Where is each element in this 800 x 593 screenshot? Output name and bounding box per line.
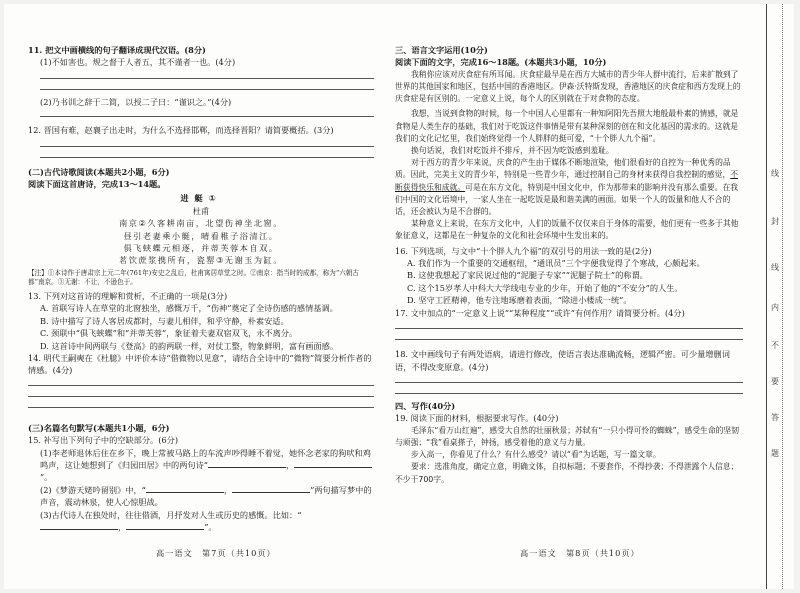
language-lead: 阅读下面的文字，完成16～18题。(本题共3小题，10分)	[395, 57, 607, 68]
writing-prompt: 步入高一，你看见了什么？有什么感受？请以“看”为话题，写一篇文章。	[411, 450, 661, 460]
section-writing-title: 四、写作(40分)	[395, 400, 456, 411]
underlined-sentence: 不断获得快乐和成就。	[395, 170, 739, 192]
passage-paragraph: 换句话说，我们对吃饭并不排斥，并不因为吃饭感到羞耻。	[411, 146, 614, 156]
q16-option-a: A. 我们作为一个重要的交通枢纽，“通讯员”三个字便我觉得了个寒战，心颇起来。	[407, 258, 705, 269]
binding-label: 线	[771, 169, 779, 178]
binding-label: 不	[771, 341, 779, 350]
section-recitation-title: (三)名篇名句默写(本题共1小题，6分)	[28, 422, 170, 433]
answer-line[interactable]	[40, 78, 374, 79]
q16-option-b: B. 这使我想起了家民说过他的“泥腿子专家”“泥腿子院士”的称谓。	[407, 270, 648, 281]
poem-note: 【注】①本诗作于唐肃宗上元二年(761年)安史之乱后，杜甫寓居草堂之时。②南京：指当时的成都，称为“六朝古都”南京。③无谢：不让，不逊色于。	[28, 268, 360, 286]
section-language-title: 三、语言文字运用(10分)	[395, 45, 488, 55]
q17: 17. 文中加点的“一定意义上说”“某种程度”“或许”有何作用？请简要分析。(4分)	[395, 307, 685, 318]
q19-title: 19. 阅读下面的材料，根据要求写作。(40分)	[395, 413, 559, 424]
q15-title: 15. 补写出下列句子中的空缺部分。(6分)	[28, 435, 179, 446]
fill-blank[interactable]	[208, 459, 286, 468]
q13-option-c: C. 颈联中“俱飞蛱蝶”和“并蒂芙蓉”，象征着夫妻双宿双飞，永不离分。	[40, 328, 298, 339]
passage-paragraph: 我想，当说到食物的时候，每一个中国人心里都有一种知阿阳先吾照大地般最朴素的情感，就是食物是人类生存的基础，我们对于吃饭这件事情是带有某种深刻的创在和文化基因的需求的。这就是我们的文化记忆里，我们始终觉得一个人胖胖的挺可爱，“十个胖人九个福”。	[395, 109, 739, 143]
left-page	[28, 0, 374, 533]
q16-title: 16. 下列选项，与文中“十个胖人九个福”的双引号的用法一致的是(2分)	[395, 245, 652, 256]
q13-option-d: D. 这首诗中间两联与《登高》的韵两联一样，对仗工整，物象鲜明，富有画面感。	[40, 340, 339, 351]
binding-label: 答	[771, 413, 779, 422]
binding-label: 线	[771, 263, 779, 272]
q13-option-b: B. 诗中描写了诗人客居成都时，与妻儿相伴，和乎守静，朴素安适。	[40, 315, 289, 326]
binding-label: 封	[771, 217, 779, 226]
q15-item3: (3)古代诗人在独处时，往往借酒，月抒发对人生或历史的感慨。比如：“， ”。	[40, 509, 302, 532]
poem-line: 昼引老妻乘小艇，晴看稚子浴清江。	[123, 230, 279, 241]
fill-blank[interactable]	[294, 459, 372, 468]
answer-line[interactable]	[395, 382, 743, 383]
answer-line[interactable]	[28, 385, 374, 386]
answer-line[interactable]	[395, 393, 743, 394]
q15-item2: (2)《梦游天姥吟留别》中，“ ， ”两句描写梦中的声音，震动林泉，使人心惊胆战。	[40, 484, 372, 508]
answer-line[interactable]	[395, 339, 743, 340]
answer-line[interactable]	[395, 328, 743, 329]
poetry-lead: 阅读下面这首唐诗，完成13～14题。	[28, 179, 166, 190]
fill-blank[interactable]	[146, 484, 224, 493]
q13-title: 13. 下列对这首诗的理解和赏析，不正确的一项是(3分)	[28, 290, 228, 301]
q16-option-d: D. 坚守工匠精神，他专注地琢磨着表面，“除进小楼成一统”。	[407, 295, 632, 306]
passage-paragraph: 对于西方的青少年来说，庆食的产生由于媒体不断地渲染，他们很看好的自控为一种优秀的品质。因此，完美主义的青少年，特别是一些青少年，通过控制自己的身材来获得自我控制的感觉，不断获得快乐和成就。可是在东方文化，特别是中国文化中，作为那带来的影响并没有那么重要。在我们中国的文化语境中，一家人坐在一起吃饭是最和谐美满的画面。如果一个人的饭量和他人不合的话，还会被认为是不合群的。	[395, 158, 739, 217]
poem-line: 南京②久客耕南亩，北望伤神坐北窗。	[119, 218, 283, 229]
right-page	[395, 0, 743, 486]
answer-line[interactable]	[40, 116, 374, 117]
page-footer-left: 高一语文 第7页（共10页）	[156, 548, 276, 558]
q11-part2: (2)乃书训之辞于二简，以授二子曰：“谨识之。”(4分)	[40, 96, 232, 107]
binding-label: 要	[771, 377, 779, 386]
q13-option-a: A. 首联写诗人在草堂的北窗独坐，感慨万千，“伤神”奠定了全诗伤感的感情基调。	[40, 303, 338, 314]
passage-paragraph: 某种意义上来说，在东方文化中，人们的饭量不仅仅来自于身体的需要，他们更有一些多于其他象征意义，这都是在一种复杂的文化和社会环境中生发出来的。	[395, 219, 739, 241]
q12: 12. 晋国有难，赵襄子出走时，为什么不选择邯郸，而选择晋阳？请简要概括。(3分)	[28, 125, 334, 136]
answer-line[interactable]	[40, 157, 374, 158]
fill-blank[interactable]	[126, 521, 204, 530]
binding-dotted-line	[782, 4, 784, 589]
writing-material: 毛泽东“看万山红遍”，感受大自然的壮丽秋景；苏轼有“一只小得可怜的蜘蛛”，感受生命的坚韧与顽强；“我”看桌搽子，钟扬，感受着他的意义与力量。	[395, 425, 740, 447]
poem-author: 杜甫	[192, 205, 210, 216]
answer-line[interactable]	[28, 396, 374, 397]
q16-option-c: C. 这个15岁孝人中科大大学线电专业的少年，开始了他的“不安分”的人生。	[407, 282, 683, 293]
writing-requirements: 要求：选准角度，确定立意，明确文体，自拟标题；不要套作，不得抄袭；不得泄露个人信息；不少于700字。	[395, 462, 739, 484]
answer-line[interactable]	[40, 146, 374, 147]
answer-line[interactable]	[28, 407, 374, 408]
page-footer-right: 高一语文 第8页（共10页）	[520, 548, 640, 558]
answer-line[interactable]	[40, 89, 374, 90]
q11-title: 11. 把文中画横线的句子翻译成现代汉语。(8分)	[28, 45, 206, 55]
fill-blank[interactable]	[232, 484, 310, 493]
q18: 18. 文中画线句子有两处语病，请进行修改，使语言表达准确流畅，逻辑严密。可少量增删词语，不得改变原意。(4分)	[395, 349, 730, 372]
section-poetry-title: (二)古代诗歌阅读(本题共2小题，6分)	[28, 166, 170, 177]
q15-item1: (1)李老师退休后住在乡下，晚上常被马路上的车流声吵得睡不着觉，她怀念老家的狗吠和鸡鸣声，这让她想到了《归园田居》中的两句诗“ ，”。	[40, 447, 371, 483]
q14: 14. 明代王嗣奭在《杜臆》中评价本诗“借微物以见意”，请结合全诗中的“微物”简要分析作者的情感。(4分)	[28, 352, 372, 376]
poem-block	[28, 192, 374, 266]
binding-label: 题	[771, 449, 779, 458]
binding-line	[766, 4, 767, 589]
poem-line: 俱飞蛱蝶元相逐，并蒂芙蓉本自双。	[123, 243, 279, 254]
passage-paragraph: 我稍你应该对庆食症有所耳闻。庆食症最早是在西方大城市的青少年人群中流行，后来扩散到了世界的其他国家和地区，包括中国的香港地区。伊森·沃特斯发现，香港地区的庆食症和西方发现上的庆食症是有区别的。一定意义上说，每个人的区别就在于对食物的态度。	[395, 69, 741, 104]
binding-label: 内	[771, 303, 779, 312]
fill-blank[interactable]	[40, 521, 118, 530]
poem-title: 进艇①	[180, 193, 222, 204]
q11-part1: (1)不如害也。规之督于人者五，其不谨者一也。(4分)	[40, 57, 236, 68]
poem-line: 茗饮蔗浆携所有，瓷罂③无谢玉为缸。	[119, 255, 283, 266]
